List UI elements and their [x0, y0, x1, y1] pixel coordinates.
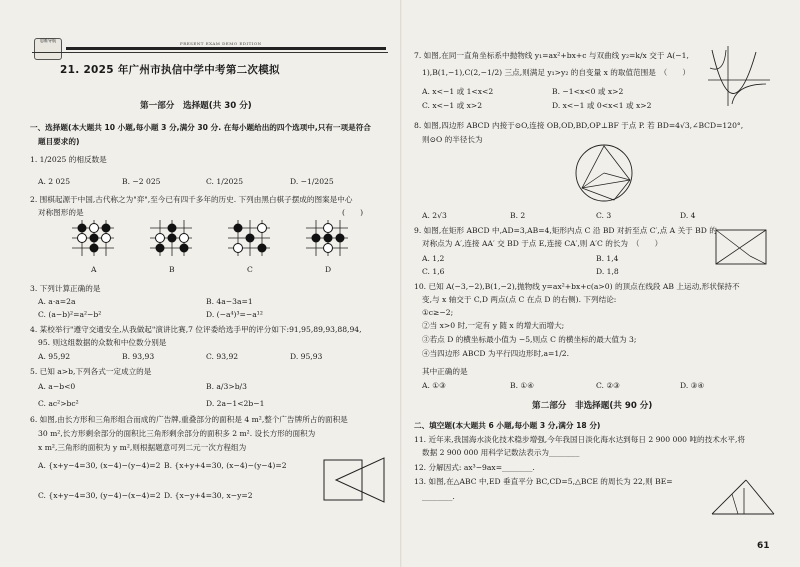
- question-1: 1. 1/2025 的相反数是: [30, 155, 107, 164]
- question-6-cont: 30 m²,长方形剩余部分的面积比三角形剩余部分的面积多 2 m². 设长方形的面积为: [38, 429, 316, 438]
- q7-option-d: D. x<−1 或 0<x<1 或 x>2: [552, 101, 652, 110]
- header-bar: [66, 47, 386, 50]
- q8-circle-figure: [570, 140, 640, 206]
- fill-in-section-intro: 二、填空题(本大题共 6 小题,每小题 3 分,满分 18 分): [414, 421, 601, 430]
- question-8-cont: 则⊙O 的半径长为: [422, 135, 483, 144]
- q9-option-c: C. 1,6: [422, 267, 445, 276]
- q7-graph-figure: [706, 44, 772, 108]
- q4-option-d: D. 95,93: [290, 352, 323, 361]
- question-3: 3. 下列计算正确的是: [30, 284, 101, 293]
- q3-option-a: A. a·a=2a: [38, 297, 76, 306]
- q10-statement-4: ④当四边形 ABCD 为平行四边形时,a=1/2.: [422, 349, 569, 358]
- q3-option-d: D. (−a⁴)³=−a¹²: [206, 310, 263, 319]
- q8-option-b: B. 2: [510, 211, 526, 220]
- q8-option-d: D. 4: [680, 211, 696, 220]
- q5-option-d: D. 2a−1<2b−1: [206, 399, 265, 408]
- question-13: 13. 如图,在△ABC 中,ED 垂直平分 BC,CD=5,△BCE 的周长为 22,则 BE=: [414, 477, 673, 486]
- q8-option-a: A. 2√3: [422, 211, 447, 220]
- q6-option-a: A. {x+y−4=30, (x−4)−(y−4)=2: [38, 461, 161, 470]
- q6-option-c: C. {x+y−4=30, (y−4)−(x−4)=2: [38, 491, 161, 500]
- header-rule: [32, 52, 388, 53]
- question-12: 12. 分解因式: ax³−9ax=________.: [414, 463, 535, 472]
- question-10: 10. 已知 A(−3,−2),B(1,−2),抛物线 y=ax²+bx+c(a>0) 的顶点在线段 AB 上运动,形状保持不: [414, 282, 740, 291]
- question-11: 11. 近年来,我国海水淡化技术稳步增强,今年我国日淡化海水达到每日 2 900 000 吨的技术水平,将: [414, 435, 745, 444]
- go-label-d: D: [325, 265, 332, 274]
- q3-option-c: C. (a−b)²=a²−b²: [38, 310, 102, 319]
- q10-option-a: A. ①③: [422, 381, 446, 390]
- q4-option-c: C. 93,92: [206, 352, 239, 361]
- q1-option-d: D. −1/2025: [290, 177, 334, 186]
- question-13-cont: ________.: [422, 492, 455, 501]
- part2-heading: 第二部分 非选择题(共 90 分): [532, 401, 653, 411]
- q5-option-b: B. a/3>b/3: [206, 382, 247, 391]
- q7-option-b: B. −1<x<0 或 x>2: [552, 87, 624, 96]
- q1-option-c: C. 1/2025: [206, 177, 244, 186]
- question-6: 6. 如图,由长方形和三角形组合而成的广告牌,重叠部分的面积是 4 m²,整个广告牌所占的面积是: [30, 415, 348, 424]
- question-9: 9. 如图,在矩形 ABCD 中,AD=3,AB=4,矩形内点 C 沿 BD 对折至点 C′,点 A 关于 BD 的: [414, 226, 717, 235]
- question-7-cont: 1),B(1,−1),C(2,−1/2) 三点,则满足 y₁>y₂ 的自变量 x 的取值范围是 （ ）: [422, 68, 691, 77]
- q6-billboard-figure: [322, 454, 388, 506]
- q5-option-a: A. a−b<0: [38, 382, 76, 391]
- q-section-intro: 一、选择题(本大题共 10 小题,每小题 3 分,满分 30 分. 在每小题给出的四个选项中,只有一项是符合: [30, 123, 371, 132]
- q10-prompt: 其中正确的是: [422, 367, 468, 376]
- q10-statement-2: ②当 x>0 时,一定有 y 随 x 的增大而增大;: [422, 321, 565, 330]
- page-number: 61: [757, 541, 770, 551]
- q3-option-b: B. 4a−3a=1: [206, 297, 253, 306]
- q1-option-a: A. 2 025: [38, 177, 71, 186]
- q-section-intro-2: 题目要求的): [38, 137, 80, 146]
- go-board-b: [150, 220, 192, 256]
- q10-option-d: D. ③④: [680, 381, 705, 390]
- question-11-cont: 数据 2 900 000 用科学记数法表示为________: [422, 448, 580, 457]
- q10-option-b: B. ①④: [510, 381, 535, 390]
- question-2-cont: 对称图形的是: [38, 208, 84, 217]
- q13-triangle-figure: [710, 474, 776, 520]
- go-label-c: C: [247, 265, 253, 274]
- go-board-d: [306, 220, 348, 256]
- question-10-cont: 变,与 x 轴交于 C,D 两点(点 C 在点 D 的右侧). 下列结论:: [422, 295, 617, 304]
- question-4: 4. 某校举行"遵守交通安全,从我做起"演讲比赛,7 位评委给选手甲的评分如下:91,95,89,93,88,94,: [30, 325, 362, 334]
- q10-statement-1: ①c≥−2;: [422, 308, 454, 317]
- part1-heading: 第一部分 选择题(共 30 分): [140, 101, 252, 111]
- brand-text: PRESENT EXAM DEMO EDITION: [180, 41, 262, 46]
- book-gutter: [400, 0, 402, 567]
- q9-option-b: B. 1,4: [596, 254, 619, 263]
- q1-option-b: B. −2 025: [122, 177, 161, 186]
- question-6-cont-2: x m²,三角形的面积为 y m²,则根据题意可列二元一次方程组为: [38, 443, 247, 452]
- q7-option-a: A. x<−1 或 1<x<2: [422, 87, 494, 96]
- q10-statement-3: ③若点 D 的横坐标最小值为 −5,则点 C 的横坐标的最大值为 3;: [422, 335, 637, 344]
- go-board-a: [72, 220, 114, 256]
- question-9-cont: 对称点为 A′,连接 AA′ 交 BD 于点 E,连接 CA′,则 A′C 的长为 （ ）: [422, 239, 663, 248]
- q7-option-c: C. x<−1 或 x>2: [422, 101, 483, 110]
- question-2: 2. 围棋起源于中国,古代称之为"弈",至今已有四千多年的历史. 下列由黑白棋子摆成的图案是中心: [30, 195, 353, 204]
- q9-option-d: D. 1,8: [596, 267, 619, 276]
- q5-option-c: C. ac²>bc²: [38, 399, 79, 408]
- q6-option-b: B. {x+y+4=30, (x−4)−(y−4)=2: [164, 461, 287, 470]
- go-board-c: [228, 220, 270, 256]
- question-5: 5. 已知 a>b,下列各式一定成立的是: [30, 367, 152, 376]
- q4-option-b: B. 93,93: [122, 352, 155, 361]
- q8-option-c: C. 3: [596, 211, 612, 220]
- question-8: 8. 如图,四边形 ABCD 内接于⊙O,连接 OB,OD,BD,OP⊥BF 于点 P. 若 BD=4√3,∠BCD=120°,: [414, 121, 744, 130]
- question-7: 7. 如图,在同一直角坐标系中抛物线 y₁=ax²+bx+c 与双曲线 y₂=k/x 交于 A(−1,: [414, 51, 689, 60]
- q10-option-c: C. ②③: [596, 381, 620, 390]
- q9-option-a: A. 1,2: [422, 254, 445, 263]
- go-label-b: B: [169, 265, 175, 274]
- question-4-cont: 95. 则这组数据的众数和中位数分别是: [38, 338, 167, 347]
- q2-answer-bracket: ( ): [342, 208, 364, 217]
- go-label-a: A: [91, 265, 97, 274]
- exam-title: 21. 2025 年广州市执信中学中考第二次模拟: [60, 64, 280, 76]
- q9-rectangle-figure: [710, 224, 774, 270]
- publisher-logo: 思维导航: [34, 38, 62, 60]
- q4-option-a: A. 95,92: [38, 352, 71, 361]
- q6-option-d: D. {x−y+4=30, x−y=2: [164, 491, 253, 500]
